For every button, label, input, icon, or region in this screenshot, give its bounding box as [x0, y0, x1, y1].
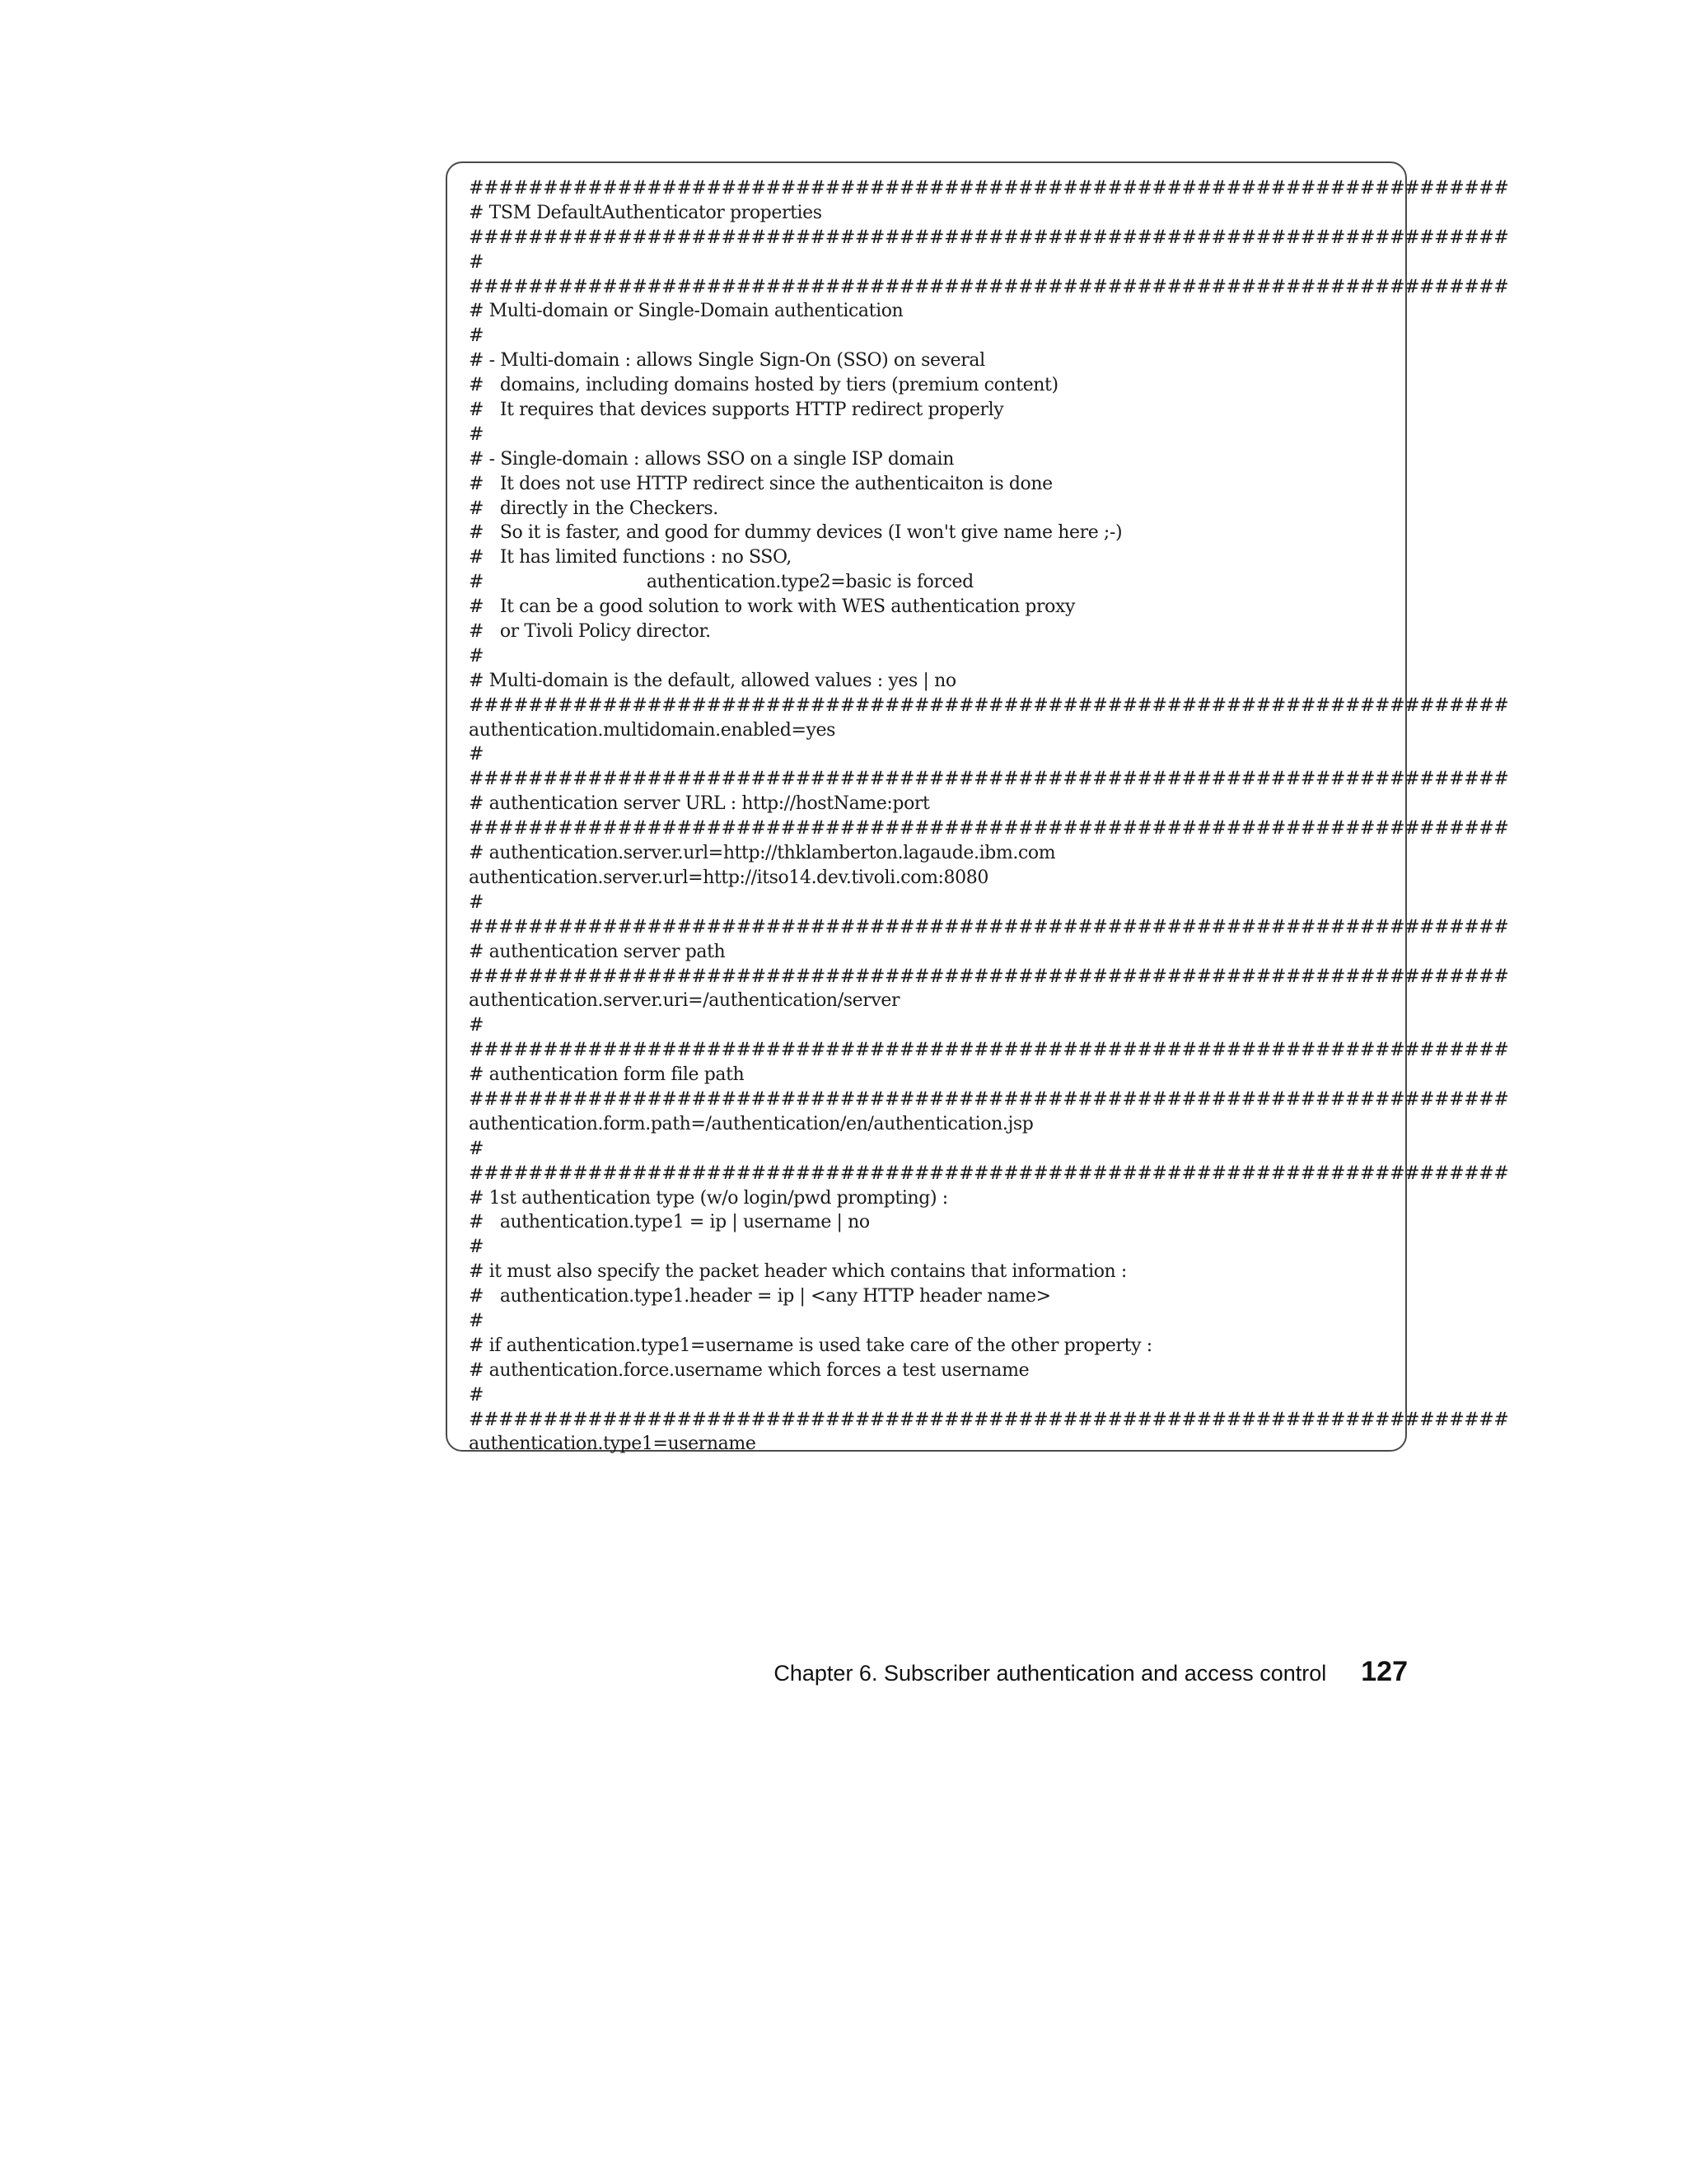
code-line: # authentication.type1 = ip | username | no [469, 1212, 870, 1233]
page-footer [773, 1656, 1408, 1695]
code-line: ###################################################################### [469, 1409, 1509, 1430]
code-line: # authentication form file path [469, 1064, 745, 1086]
code-line: ###################################################################### [469, 178, 1509, 199]
code-line: # [469, 1310, 484, 1331]
code-line: ###################################################################### [469, 966, 1509, 987]
code-line: ###################################################################### [469, 818, 1509, 839]
code-line: # It has limited functions : no SSO, [469, 547, 792, 568]
code-line: # [469, 1138, 484, 1159]
code-listing [469, 176, 1508, 1457]
code-line: # authentication.force.username which forces a test username [469, 1359, 1030, 1381]
code-line: # It can be a good solution to work with WES authentication proxy [469, 596, 1075, 618]
code-line: ###################################################################### [469, 769, 1509, 790]
code-line: authentication.type1=username [469, 1433, 756, 1455]
code-line: # 1st authentication type (w/o login/pwd prompting) : [469, 1187, 948, 1209]
code-line: # authentication.server.url=http://thklamberton.lagaude.ibm.com [469, 843, 1056, 864]
code-line: # authentication server URL : http://hostName:port [469, 793, 930, 815]
code-line: # [469, 251, 484, 273]
page-number: 127 [1361, 1656, 1408, 1687]
code-line: # [469, 325, 484, 347]
code-line: ###################################################################### [469, 276, 1509, 297]
code-line: ###################################################################### [469, 1040, 1509, 1061]
code-line: ###################################################################### [469, 916, 1509, 938]
code-line: # [469, 1237, 484, 1258]
code-line: # - Single-domain : allows SSO on a single ISP domain [469, 448, 954, 470]
code-line: authentication.multidomain.enabled=yes [469, 719, 836, 741]
code-line: # authentication server path [469, 941, 726, 962]
code-line: # [469, 744, 484, 765]
code-line: # if authentication.type1=username is used take care of the other property : [469, 1335, 1152, 1356]
code-line: # [469, 1384, 484, 1405]
code-line: # Multi-domain or Single-Domain authentication [469, 301, 904, 322]
code-line: authentication.server.uri=/authentication/server [469, 990, 900, 1012]
code-line: # So it is faster, and good for dummy devices (I won't give name here ;-) [469, 522, 1123, 544]
code-line: # [469, 423, 484, 445]
code-line: # Multi-domain is the default, allowed values : yes | no [469, 670, 956, 691]
code-line: # directly in the Checkers. [469, 498, 718, 519]
code-line: # authentication.type2=basic is forced [469, 572, 974, 593]
code-line: # It requires that devices supports HTTP redirect properly [469, 400, 1004, 421]
code-line: authentication.form.path=/authentication/en/authentication.jsp [469, 1113, 1034, 1134]
code-line: # [469, 891, 484, 913]
code-line: ###################################################################### [469, 227, 1509, 248]
code-line: # it must also specify the packet header which contains that information : [469, 1261, 1127, 1283]
code-listing-box [446, 161, 1509, 1455]
code-line: # domains, including domains hosted by tiers (premium content) [469, 375, 1058, 396]
code-line: # [469, 1015, 484, 1036]
code-line: ###################################################################### [469, 694, 1509, 716]
code-line: authentication.server.url=http://itso14.dev.tivoli.com:8080 [469, 867, 988, 888]
code-line: # authentication.type1.header = ip | <any HTTP header name> [469, 1286, 1051, 1307]
code-line: # [469, 645, 484, 666]
code-line: # TSM DefaultAuthenticator properties [469, 202, 822, 223]
code-line: ###################################################################### [469, 1088, 1509, 1110]
chapter-title: Chapter 6. Subscriber authentication and access control [773, 1661, 1327, 1686]
code-line: # - Multi-domain : allows Single Sign-On (SSO) on several [469, 350, 985, 372]
code-line: ###################################################################### [469, 1162, 1509, 1184]
code-line: # or Tivoli Policy director. [469, 621, 711, 643]
code-line: # It does not use HTTP redirect since the authenticaiton is done [469, 473, 1053, 494]
